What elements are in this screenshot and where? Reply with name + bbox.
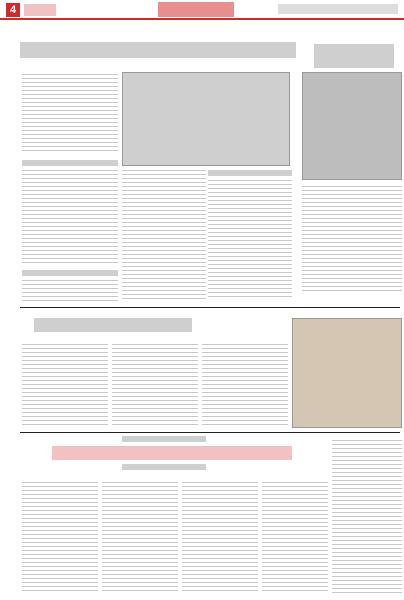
story-top-subhead-2 — [22, 270, 118, 276]
right-headline — [314, 44, 394, 68]
story-middle-col-1 — [22, 344, 108, 428]
news-photo-exhibition — [122, 72, 290, 166]
story-top-col-2 — [122, 170, 206, 300]
story-top-lead — [22, 74, 118, 154]
page-number: 4 — [6, 3, 20, 17]
news-photo-chess — [302, 72, 402, 180]
award-list-col-4 — [262, 482, 328, 594]
award-kicker — [122, 436, 206, 442]
story-right-body — [302, 186, 402, 294]
story-top-col-3 — [208, 180, 292, 300]
section-divider-2 — [20, 432, 400, 433]
award-list-col-1 — [22, 482, 98, 594]
news-photo-library — [292, 318, 402, 428]
middle-headline — [34, 318, 192, 332]
masthead — [0, 0, 404, 20]
story-top-subhead-3 — [208, 170, 292, 176]
award-list-col-3 — [182, 482, 258, 594]
section-tag — [24, 4, 56, 16]
award-subheadline — [122, 464, 206, 470]
story-top-subhead-1 — [22, 160, 118, 166]
award-list-col-2 — [102, 482, 178, 594]
award-list-col-5 — [332, 440, 402, 594]
story-top-body-2 — [22, 280, 118, 302]
story-middle-col-2 — [112, 344, 198, 428]
issue-info — [278, 4, 398, 14]
story-top-body-1 — [22, 170, 118, 266]
award-headline — [52, 446, 292, 460]
story-middle-col-3 — [202, 344, 288, 428]
section-divider-1 — [20, 307, 400, 308]
top-headline — [20, 42, 296, 58]
brand-logo — [158, 2, 234, 17]
